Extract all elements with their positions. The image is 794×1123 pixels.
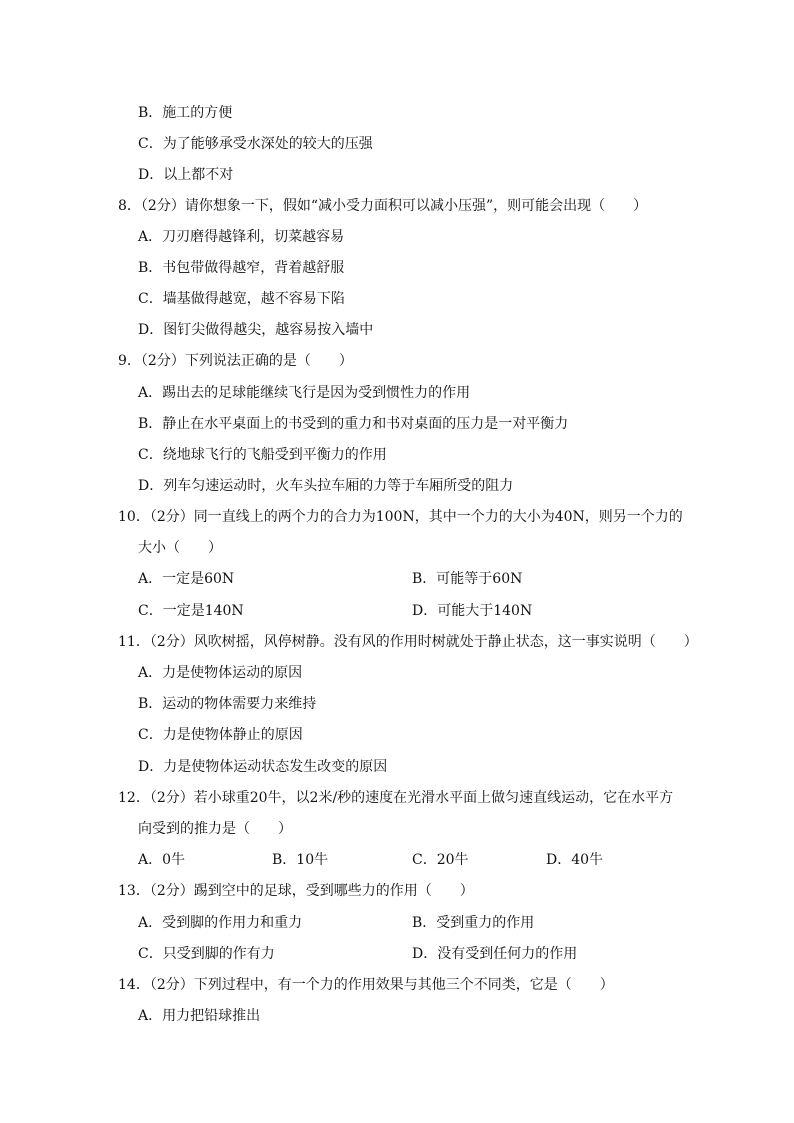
q8-option-d: D．图钉尖做得越尖，越容易按入墙中: [138, 322, 374, 338]
q14-option-a: A．用力把铅球推出: [138, 1008, 261, 1024]
q11-option-d: D．力是使物体运动状态发生改变的原因: [138, 759, 388, 775]
q13-stem: 13．（2分）踢到空中的足球，受到哪些力的作用（ ）: [118, 883, 474, 899]
q9-option-b: B．静止在水平桌面上的书受到的重力和书对桌面的压力是一对平衡力: [138, 416, 569, 432]
q13-option-d: D．没有受到任何力的作用: [412, 946, 578, 962]
q8-option-c: C．墙基做得越宽，越不容易下陷: [138, 291, 345, 307]
q9-option-d: D．列车匀速运动时，火车头拉车厢的力等于车厢所受的阻力: [138, 478, 514, 494]
q8-option-a: A．刀刃磨得越锋利，切菜越容易: [138, 229, 345, 245]
q12-option-c: C．20牛: [412, 852, 469, 868]
q13-option-a: A．受到脚的作用力和重力: [138, 915, 303, 931]
q10-stem-line2: 大小（ ）: [138, 540, 222, 556]
q7-option-c: C．为了能够承受水深处的较大的压强: [138, 136, 373, 152]
q10-option-a: A．一定是60N: [138, 571, 235, 587]
q11-option-c: C．力是使物体静止的原因: [138, 727, 303, 743]
q10-option-c: C．一定是140N: [138, 603, 244, 619]
q13-option-c: C．只受到脚的作有力: [138, 946, 275, 962]
q12-stem-line1: 12．（2分）若小球重20牛，以2米/秒的速度在光滑水平面上做匀速直线运动，它在水平方: [118, 790, 674, 806]
q12-option-d: D．40牛: [546, 852, 604, 868]
q7-option-d: D．以上都不对: [138, 167, 234, 183]
q12-option-a: A．0牛: [138, 852, 186, 868]
q12-option-b: B．10牛: [272, 852, 329, 868]
q7-option-b: B．施工的方便: [138, 105, 233, 121]
q11-stem: 11．（2分）风吹树摇，风停树静。没有风的作用时树就处于静止状态，这一事实说明（ ）: [118, 634, 698, 650]
q9-option-c: C．绕地球飞行的飞船受到平衡力的作用: [138, 447, 387, 463]
q8-option-b: B．书包带做得越窄，背着越舒服: [138, 260, 345, 276]
q8-stem: 8．（2分）请你想象一下，假如“减小受力面积可以减小压强”，则可能会出现（ ）: [118, 198, 648, 214]
q10-option-d: D．可能大于140N: [412, 603, 533, 619]
q9-stem: 9．（2分）下列说法正确的是（ ）: [118, 353, 353, 369]
q10-stem-line1: 10．（2分）同一直线上的两个力的合力为100N，其中一个力的大小为40N，则另一个力的: [118, 509, 683, 525]
q12-stem-line2: 向受到的推力是（ ）: [138, 821, 292, 837]
q11-option-b: B．运动的物体需要力来维持: [138, 696, 317, 712]
q11-option-a: A．力是使物体运动的原因: [138, 665, 303, 681]
q14-stem: 14．（2分）下列过程中，有一个力的作用效果与其他三个不同类，它是（ ）: [118, 977, 614, 993]
q10-option-b: B．可能等于60N: [412, 571, 523, 587]
q9-option-a: A．踢出去的足球能继续飞行是因为受到惯性力的作用: [138, 385, 471, 401]
q13-option-b: B．受到重力的作用: [412, 915, 535, 931]
